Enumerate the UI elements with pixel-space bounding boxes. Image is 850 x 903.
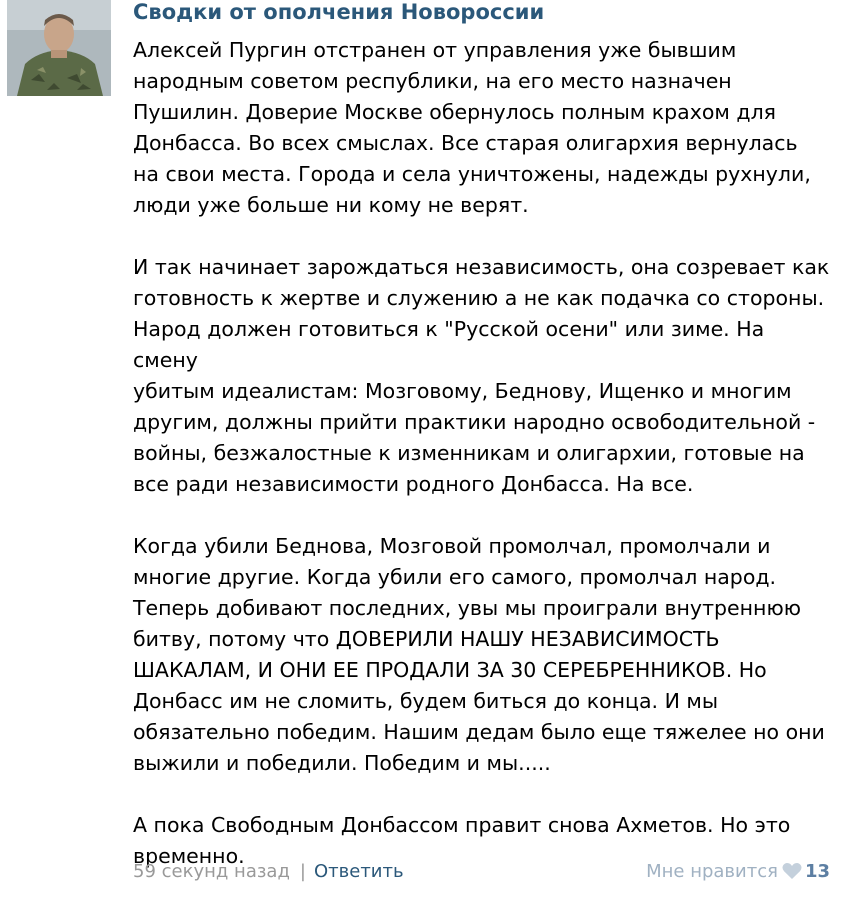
post-body <box>133 35 833 872</box>
avatar[interactable] <box>7 0 111 96</box>
footer-separator: | <box>299 861 306 882</box>
like-button[interactable] <box>646 859 830 888</box>
post-paragraph: Алексей Пургин отстранен от управления уже бывшим народным советом республики, на его место назначен Пушилин. Доверие Москве обернулось полным крахом для Донбасса. Во всех смыслах. Все старая олигархия вернулась на свои места. Города и села уничтожены, надежды рухнули, люди уже больше ни кому не верят. <box>133 38 811 217</box>
avatar-image <box>7 0 111 96</box>
post-paragraph: И так начинает зарождаться независимость, она созревает как готовность к жертве и служению а не как подачка со стороны. Народ должен готовиться к "Русской осени" или зиме. На смену убитым идеалистам: Мозговому, Беднову, Ищенко и многим другим, должны прийти практики народно освободительной - войны, безжалостные к изменникам и олигархии, готовые на все ради независимости родного Донбасса. На все. <box>133 255 830 496</box>
like-label: Мне нравится <box>646 861 778 882</box>
post-author[interactable]: Сводки от ополчения Новороссии <box>133 0 545 24</box>
post-timestamp[interactable]: 59 секунд назад <box>133 861 290 882</box>
reply-link[interactable]: Ответить <box>313 861 404 882</box>
post-paragraph: А пока Свободным Донбассом правит снова Ахметов. Но это временно. <box>133 813 791 868</box>
post-paragraph: Когда убили Беднова, Мозговой промолчал, промолчали и многие другие. Когда убили его самого, промолчал народ. Теперь добивают последних, увы мы проиграли внутреннюю битву, потому что ДОВЕРИЛИ НАШУ НЕЗАВИСИМОСТЬ ШАКАЛАМ, И ОНИ ЕЕ ПРОДАЛИ ЗА 30 СЕРЕБРЕННИКОВ. Но Донбасс им не сломить, будем биться до конца. И мы обязательно победим. Нашим дедам было еще тяжелее но они выжили и победили. Победим и мы..... <box>133 534 825 775</box>
heart-icon <box>782 862 802 888</box>
like-count: 13 <box>804 861 830 882</box>
post-footer <box>133 859 830 885</box>
